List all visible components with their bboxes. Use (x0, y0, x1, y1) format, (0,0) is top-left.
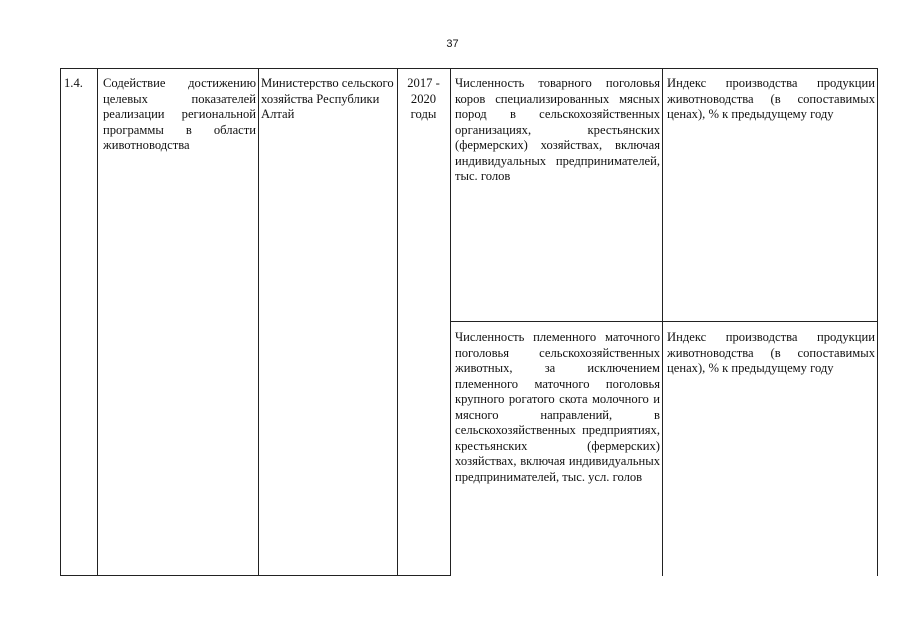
indicator-2-index: Индекс производства продукции животноводства (в сопоставимых ценах), % к предыдущему году (667, 330, 875, 375)
table-border-left (60, 68, 61, 576)
col-divider-1 (97, 68, 98, 576)
responsible-ministry: Министерство сельского хозяйства Республики Алтай (261, 76, 394, 121)
measure-name: Содействие достижению целевых показателей реализации региональной программы в области животноводства (103, 76, 256, 152)
col-divider-3 (397, 68, 398, 576)
table-border-bottom-left (60, 575, 450, 576)
indicator-1-text: Численность товарного поголовья коров специализированных мясных пород в сельскохозяйственных организациях, крестьянских (фермерских) хозяйствах, включая индивидуальных предпринимателей, тыс. голов (455, 76, 660, 183)
table-border-top-right (450, 68, 877, 69)
table-border-right (877, 68, 878, 576)
indicator-1-index: Индекс производства продукции животноводства (в сопоставимых ценах), % к предыдущему году (667, 76, 875, 121)
implementation-period: 2017 - 2020 годы (407, 76, 440, 121)
col-divider-5 (662, 68, 663, 576)
col-divider-2 (258, 68, 259, 576)
col-divider-4 (450, 68, 451, 576)
row-number: 1.4. (64, 76, 83, 90)
table-border-top-left (60, 68, 450, 69)
page-number: 37 (446, 38, 459, 50)
indicator-2-text: Численность племенного маточного поголовья сельскохозяйственных животных, за исключением племенного маточного поголовья крупного рогатого скота молочного и мясного направлений, в сельскохозяйственных предприятиях, крестьянских (фермерских) хозяйствах, включая индивидуальных предпринимателей, тыс. усл. голов (455, 330, 660, 484)
row-divider-indicators (450, 321, 877, 322)
